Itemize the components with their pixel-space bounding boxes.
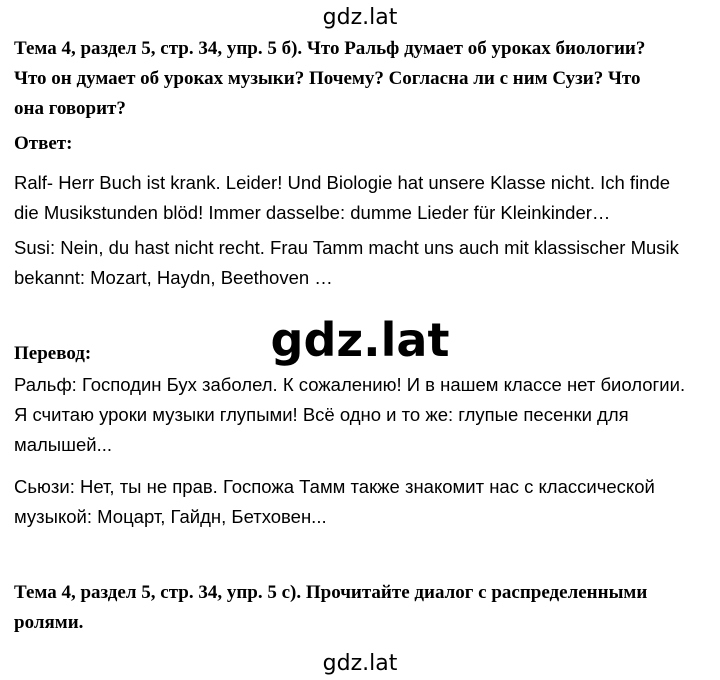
task-line: ролями. — [14, 612, 84, 633]
paragraph-line: музыкой: Моцарт, Гайдн, Бетховен... — [14, 506, 327, 527]
task-heading-5c — [14, 578, 704, 638]
answer-ralf-paragraph — [14, 168, 704, 228]
paragraph-line: Ralf- Herr Buch ist krank. Leider! Und Biologie hat unsere Klasse nicht. Ich finde — [14, 172, 671, 193]
paragraph-line: die Musikstunden blöd! Immer dasselbe: dumme Lieder für Kleinkinder… — [14, 202, 611, 223]
translation-heading: Перевод: — [14, 343, 92, 364]
paragraph-line: Я считаю уроки музыки глупыми! Всё одно и то же: глупые песенки для — [14, 404, 629, 425]
task-line: Что он думает об уроках музыки? Почему? Согласна ли с ним Сузи? Что — [14, 68, 641, 89]
answer-susi-paragraph — [14, 233, 704, 293]
task-heading-5b — [14, 34, 704, 124]
answer-heading: Ответ: — [14, 133, 73, 154]
paragraph-line: Ральф: Господин Бух заболел. К сожалению! И в нашем классе нет биологии. — [14, 374, 686, 395]
task-line: Тема 4, раздел 5, стр. 34, упр. 5 с). Прочитайте диалог с распределенными — [14, 582, 648, 603]
task-line: Тема 4, раздел 5, стр. 34, упр. 5 б). Что Ральф думает об уроках биологии? — [14, 38, 646, 59]
paragraph-line: малышей... — [14, 434, 112, 455]
translation-susi-paragraph — [14, 472, 704, 532]
watermark-middle: gdz.lat — [270, 313, 450, 367]
watermark-top: gdz.lat — [322, 5, 398, 30]
paragraph-line: Susi: Nein, du hast nicht recht. Frau Tamm macht uns auch mit klassischer Musik — [14, 237, 679, 258]
translation-ralf-paragraph — [14, 370, 704, 460]
task-line: она говорит? — [14, 98, 126, 119]
watermark-bottom: gdz.lat — [322, 651, 398, 676]
paragraph-line: bekannt: Mozart, Haydn, Beethoven … — [14, 267, 333, 288]
paragraph-line: Сьюзи: Нет, ты не прав. Госпожа Тамм также знакомит нас с классической — [14, 476, 655, 497]
